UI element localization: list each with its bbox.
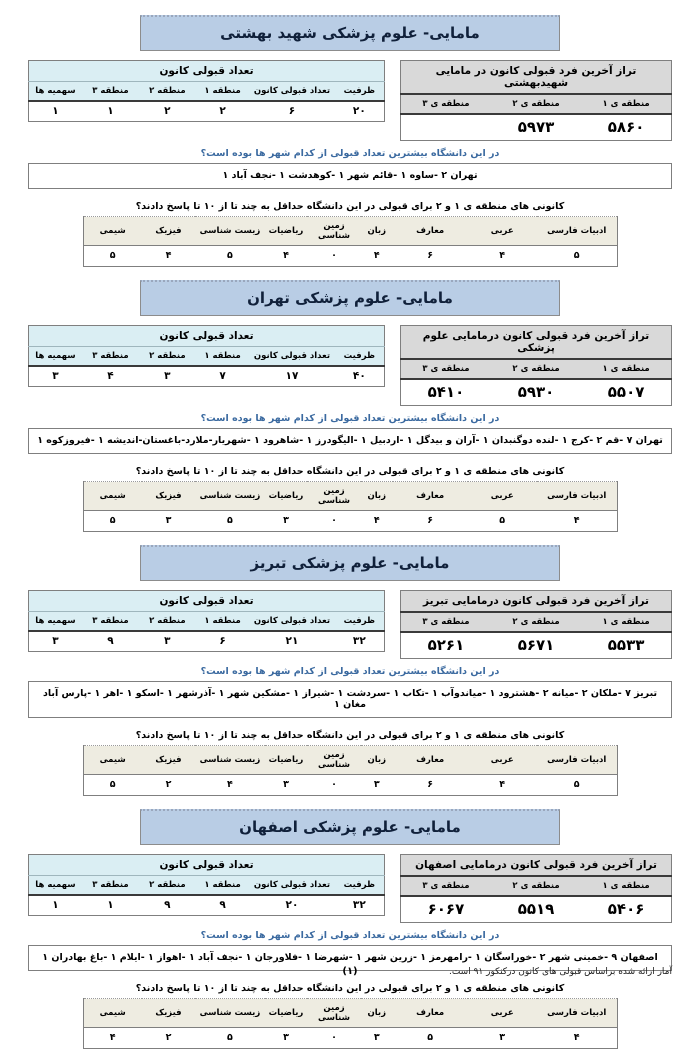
- count-table-title: تعداد قبولی کانون: [29, 855, 385, 876]
- count-header-total: تعداد قبولی کانون: [249, 82, 334, 102]
- count-header-total: تعداد قبولی کانون: [249, 612, 334, 632]
- subject-value-religion: ۶: [393, 511, 468, 532]
- subjects-question: کانونی های منطقه ی ۱ و ۲ برای قبولی در این دانشگاه حداقل به چند تا از ۱۰ تا پاسخ دادند؟: [135, 201, 565, 212]
- subject-header-arabic: عربی: [468, 482, 537, 511]
- subject-value-chemistry: ۴: [83, 1028, 142, 1049]
- count-value-region2: ۳: [139, 631, 196, 652]
- count-header-region3: منطقه ۳: [82, 876, 139, 896]
- admission-count-table: [28, 590, 385, 652]
- table-row: [83, 246, 617, 267]
- count-value-region3: ۴: [82, 366, 139, 387]
- subject-header-math: ریاضیات: [265, 217, 308, 246]
- count-header-region1: منطقه ۱: [196, 347, 249, 367]
- subject-header-geology: زمین شناسی: [307, 217, 360, 246]
- count-value-region1: ۹: [196, 895, 249, 916]
- count-header-total: تعداد قبولی کانون: [249, 876, 334, 896]
- subject-value-math: ۴: [265, 246, 308, 267]
- subject-header-math: ریاضیات: [265, 482, 308, 511]
- score-table-title: تراز آخرین فرد قبولی کانون درمامایی علوم پزشکی: [401, 326, 672, 360]
- program-title-banner: [140, 809, 560, 845]
- count-value-region2: ۲: [139, 101, 196, 122]
- count-header-region3: منطقه ۳: [82, 347, 139, 367]
- subject-value-geology: ۰: [307, 775, 360, 796]
- score-value-region3: ۵۴۱۰: [401, 379, 491, 406]
- subject-value-biology: ۵: [195, 1028, 264, 1049]
- subject-header-persian-literature: ادبیات فارسی: [537, 482, 617, 511]
- subject-value-biology: ۵: [195, 246, 264, 267]
- subject-header-math: ریاضیات: [265, 746, 308, 775]
- subject-value-geology: ۰: [307, 511, 360, 532]
- cities-list: اصفهان ۹ -خمینی شهر ۲ -خوراسگان ۱ -رامهرمز ۱ -زرین شهر ۱ -شهرضا ۱ -فلاورجان ۱ -نجف آباد ۱ -اهواز ۱ -ایلام ۱ -باغ بهادران ۱: [28, 945, 672, 971]
- subject-header-math: ریاضیات: [265, 999, 308, 1028]
- count-header-region1: منطقه ۱: [196, 612, 249, 632]
- score-header-region3: منطقه ی ۳: [401, 612, 491, 632]
- subject-value-persian-literature: ۴: [537, 511, 617, 532]
- count-header-capacity: ظرفیت: [335, 612, 385, 632]
- count-header-quotas: سهمیه ها: [29, 347, 82, 367]
- count-value-quotas: ۳: [29, 631, 82, 652]
- score-value-region1: ۵۵۰۷: [581, 379, 671, 406]
- last-admitted-score-table: [400, 60, 672, 141]
- program-section: [28, 15, 672, 267]
- subject-header-physics: فیزیک: [142, 482, 195, 511]
- score-value-region2: ۵۵۱۹: [491, 896, 581, 923]
- subject-header-language: زبان: [361, 217, 393, 246]
- subject-value-persian-literature: ۴: [537, 1028, 617, 1049]
- score-value-region2: ۵۹۳۰: [491, 379, 581, 406]
- score-header-region1: منطقه ی ۱: [581, 612, 671, 632]
- score-value-region3: ۵۲۶۱: [401, 632, 491, 659]
- score-header-region1: منطقه ی ۱: [581, 94, 671, 114]
- score-header-region3: منطقه ی ۳: [401, 359, 491, 379]
- count-table-title: تعداد قبولی کانون: [29, 61, 385, 82]
- subject-header-arabic: عربی: [468, 217, 537, 246]
- subject-value-religion: ۶: [393, 246, 468, 267]
- count-value-region1: ۷: [196, 366, 249, 387]
- score-header-region1: منطقه ی ۱: [581, 876, 671, 896]
- subject-value-language: ۴: [361, 246, 393, 267]
- subject-header-religion: معارف: [393, 482, 468, 511]
- admission-count-table: [28, 325, 385, 387]
- count-value-quotas: ۱: [29, 895, 82, 916]
- subject-header-chemistry: شیمی: [83, 999, 142, 1028]
- subjects-answer-table: [83, 745, 618, 796]
- subject-value-religion: ۵: [393, 1028, 468, 1049]
- subjects-question: کانونی های منطقه ی ۱ و ۲ برای قبولی در این دانشگاه حداقل به چند تا از ۱۰ تا پاسخ دادند؟: [135, 983, 565, 994]
- count-header-region3: منطقه ۳: [82, 612, 139, 632]
- subject-header-geology: زمین شناسی: [307, 482, 360, 511]
- admission-count-table: [28, 854, 385, 916]
- count-value-total: ۶: [249, 101, 334, 122]
- program-title: مامایی- علوم پزشکی اصفهان: [239, 818, 461, 836]
- score-table-title: تراز آخرین فرد قبولی کانون درمامایی اصفهان: [401, 855, 672, 877]
- subject-value-math: ۳: [265, 1028, 308, 1049]
- table-row: [401, 379, 672, 406]
- page-number: (۱): [342, 966, 358, 977]
- subject-header-language: زبان: [361, 482, 393, 511]
- summary-tables-row: [28, 325, 672, 406]
- subject-value-biology: ۵: [195, 511, 264, 532]
- subject-value-biology: ۴: [195, 775, 264, 796]
- summary-tables-row: [28, 854, 672, 923]
- subject-value-arabic: ۵: [468, 511, 537, 532]
- cities-question: در این دانشگاه بیشترین تعداد قبولی از کدام شهر ها بوده است؟: [200, 148, 500, 159]
- summary-tables-row: [28, 590, 672, 659]
- count-table-title: تعداد قبولی کانون: [29, 591, 385, 612]
- score-value-region3: ۶۰۶۷: [401, 896, 491, 923]
- program-title: مامایی- علوم پزشکی تبریز: [250, 554, 450, 572]
- subject-value-geology: ۰: [307, 1028, 360, 1049]
- score-header-region1: منطقه ی ۱: [581, 359, 671, 379]
- score-value-region1: ۵۴۰۶: [581, 896, 671, 923]
- table-row: [401, 632, 672, 659]
- program-title-banner: [140, 15, 560, 51]
- program-section: [28, 280, 672, 532]
- table-row: [401, 114, 672, 141]
- table-row: [29, 631, 385, 652]
- score-header-region3: منطقه ی ۳: [401, 876, 491, 896]
- table-row: [83, 511, 617, 532]
- subject-header-persian-literature: ادبیات فارسی: [537, 217, 617, 246]
- count-value-total: ۱۷: [249, 366, 334, 387]
- score-header-region2: منطقه ی ۲: [491, 612, 581, 632]
- count-value-region2: ۹: [139, 895, 196, 916]
- subject-header-chemistry: شیمی: [83, 482, 142, 511]
- count-header-region2: منطقه ۲: [139, 876, 196, 896]
- count-header-capacity: ظرفیت: [335, 82, 385, 102]
- subjects-question: کانونی های منطقه ی ۱ و ۲ برای قبولی در این دانشگاه حداقل به چند تا از ۱۰ تا پاسخ دادند؟: [135, 730, 565, 741]
- table-row: [29, 895, 385, 916]
- program-title-banner: [140, 280, 560, 316]
- score-header-region2: منطقه ی ۲: [491, 876, 581, 896]
- subject-value-chemistry: ۵: [83, 775, 142, 796]
- count-value-capacity: ۳۲: [335, 895, 385, 916]
- subject-header-physics: فیزیک: [142, 217, 195, 246]
- subject-header-arabic: عربی: [468, 999, 537, 1028]
- score-table-title: تراز آخرین فرد قبولی کانون در مامایی شهیدبهشتی: [401, 61, 672, 95]
- subject-header-persian-literature: ادبیات فارسی: [537, 746, 617, 775]
- subject-header-chemistry: شیمی: [83, 217, 142, 246]
- cities-question: در این دانشگاه بیشترین تعداد قبولی از کدام شهر ها بوده است؟: [200, 413, 500, 424]
- cities-list: تهران ۲ -ساوه ۱ -قائم شهر ۱ -کوهدشت ۱ -نجف آباد ۱: [28, 163, 672, 189]
- program-title: مامایی- علوم پزشکی شهید بهشتی: [220, 24, 480, 42]
- subject-header-arabic: عربی: [468, 746, 537, 775]
- count-value-region3: ۱: [82, 101, 139, 122]
- subjects-answer-table: [83, 481, 618, 532]
- subjects-question: کانونی های منطقه ی ۱ و ۲ برای قبولی در این دانشگاه حداقل به چند تا از ۱۰ تا پاسخ دادند؟: [135, 466, 565, 477]
- count-value-total: ۲۱: [249, 631, 334, 652]
- subject-header-geology: زمین شناسی: [307, 746, 360, 775]
- last-admitted-score-table: [400, 854, 672, 923]
- count-header-capacity: ظرفیت: [335, 347, 385, 367]
- count-value-total: ۲۰: [249, 895, 334, 916]
- program-title-banner: [140, 545, 560, 581]
- count-header-quotas: سهمیه ها: [29, 876, 82, 896]
- count-header-capacity: ظرفیت: [335, 876, 385, 896]
- count-value-quotas: ۳: [29, 366, 82, 387]
- table-row: [29, 366, 385, 387]
- count-value-region1: ۲: [196, 101, 249, 122]
- count-header-region2: منطقه ۲: [139, 347, 196, 367]
- score-value-region1: ۵۵۳۳: [581, 632, 671, 659]
- subject-header-biology: زیست شناسی: [195, 217, 264, 246]
- table-row: [83, 1028, 617, 1049]
- subject-value-math: ۳: [265, 511, 308, 532]
- count-header-total: تعداد قبولی کانون: [249, 347, 334, 367]
- subject-value-geology: ۰: [307, 246, 360, 267]
- subject-value-persian-literature: ۵: [537, 246, 617, 267]
- count-table-title: تعداد قبولی کانون: [29, 326, 385, 347]
- cities-list: تهران ۷ -قم ۲ -کرج ۱ -لنده دوگنبدان ۱ -آران و بیدگل ۱ -اردبیل ۱ -الیگودرز ۱ -شاهرود ۱ -شهریار-ملارد-باغستان-اندیشه ۱ -فیروزکوه ۱: [28, 428, 672, 454]
- score-value-region1: ۵۸۶۰: [581, 114, 671, 141]
- program-section: [28, 545, 672, 796]
- subject-header-geology: زمین شناسی: [307, 999, 360, 1028]
- subject-header-language: زبان: [361, 999, 393, 1028]
- subject-value-physics: ۲: [142, 1028, 195, 1049]
- score-value-region2: ۵۹۷۳: [491, 114, 581, 141]
- table-row: [401, 896, 672, 923]
- cities-question: در این دانشگاه بیشترین تعداد قبولی از کدام شهر ها بوده است؟: [200, 666, 500, 677]
- subjects-answer-table: [83, 216, 618, 267]
- program-title: مامایی- علوم پزشکی تهران: [247, 289, 453, 307]
- count-value-region1: ۶: [196, 631, 249, 652]
- subject-value-persian-literature: ۵: [537, 775, 617, 796]
- count-header-region2: منطقه ۲: [139, 612, 196, 632]
- count-header-quotas: سهمیه ها: [29, 82, 82, 102]
- count-value-region2: ۳: [139, 366, 196, 387]
- footer-note: آمار ارائه شده براساس قبولی های کانون درکنکور ۹۱ است.: [448, 967, 672, 977]
- subject-header-biology: زیست شناسی: [195, 999, 264, 1028]
- subject-value-language: ۴: [361, 511, 393, 532]
- subject-value-arabic: ۳: [468, 1028, 537, 1049]
- count-value-quotas: ۱: [29, 101, 82, 122]
- subject-value-language: ۳: [361, 1028, 393, 1049]
- count-header-quotas: سهمیه ها: [29, 612, 82, 632]
- count-value-capacity: ۲۰: [335, 101, 385, 122]
- subject-header-biology: زیست شناسی: [195, 746, 264, 775]
- subject-value-religion: ۶: [393, 775, 468, 796]
- count-header-region1: منطقه ۱: [196, 82, 249, 102]
- score-value-region2: ۵۶۷۱: [491, 632, 581, 659]
- subject-value-chemistry: ۵: [83, 246, 142, 267]
- subject-header-religion: معارف: [393, 217, 468, 246]
- subject-header-physics: فیزیک: [142, 999, 195, 1028]
- subject-header-religion: معارف: [393, 999, 468, 1028]
- subject-value-language: ۳: [361, 775, 393, 796]
- score-header-region3: منطقه ی ۳: [401, 94, 491, 114]
- subject-value-math: ۳: [265, 775, 308, 796]
- subject-header-physics: فیزیک: [142, 746, 195, 775]
- admission-count-table: [28, 60, 385, 122]
- cities-question: در این دانشگاه بیشترین تعداد قبولی از کدام شهر ها بوده است؟: [200, 930, 500, 941]
- subject-value-arabic: ۴: [468, 246, 537, 267]
- subject-header-persian-literature: ادبیات فارسی: [537, 999, 617, 1028]
- last-admitted-score-table: [400, 590, 672, 659]
- count-value-capacity: ۳۲: [335, 631, 385, 652]
- summary-tables-row: [28, 60, 672, 141]
- subject-value-physics: ۲: [142, 775, 195, 796]
- score-table-title: تراز آخرین فرد قبولی کانون درمامایی تبریز: [401, 591, 672, 613]
- subject-header-religion: معارف: [393, 746, 468, 775]
- table-row: [29, 101, 385, 122]
- table-row: [83, 775, 617, 796]
- subject-value-arabic: ۴: [468, 775, 537, 796]
- subjects-answer-table: [83, 998, 618, 1049]
- cities-list: تبریز ۷ -ملکان ۲ -میانه ۲ -هشترود ۱ -میاندوآب ۱ -تکاب ۱ -سردشت ۱ -شیراز ۱ -مشکین شهر ۱ -آذرشهر ۱ -اسکو ۱ -اهر ۱ -پارس آباد مغان ۱: [28, 681, 672, 718]
- count-value-region3: ۱: [82, 895, 139, 916]
- subject-header-language: زبان: [361, 746, 393, 775]
- count-value-region3: ۹: [82, 631, 139, 652]
- score-header-region2: منطقه ی ۲: [491, 359, 581, 379]
- subject-header-chemistry: شیمی: [83, 746, 142, 775]
- subject-value-physics: ۴: [142, 246, 195, 267]
- last-admitted-score-table: [400, 325, 672, 406]
- count-value-capacity: ۴۰: [335, 366, 385, 387]
- count-header-region1: منطقه ۱: [196, 876, 249, 896]
- count-header-region3: منطقه ۳: [82, 82, 139, 102]
- subject-value-physics: ۳: [142, 511, 195, 532]
- score-header-region2: منطقه ی ۲: [491, 94, 581, 114]
- subject-value-chemistry: ۵: [83, 511, 142, 532]
- subject-header-biology: زیست شناسی: [195, 482, 264, 511]
- count-header-region2: منطقه ۲: [139, 82, 196, 102]
- program-section: [28, 809, 672, 1049]
- score-value-region3: [401, 114, 491, 141]
